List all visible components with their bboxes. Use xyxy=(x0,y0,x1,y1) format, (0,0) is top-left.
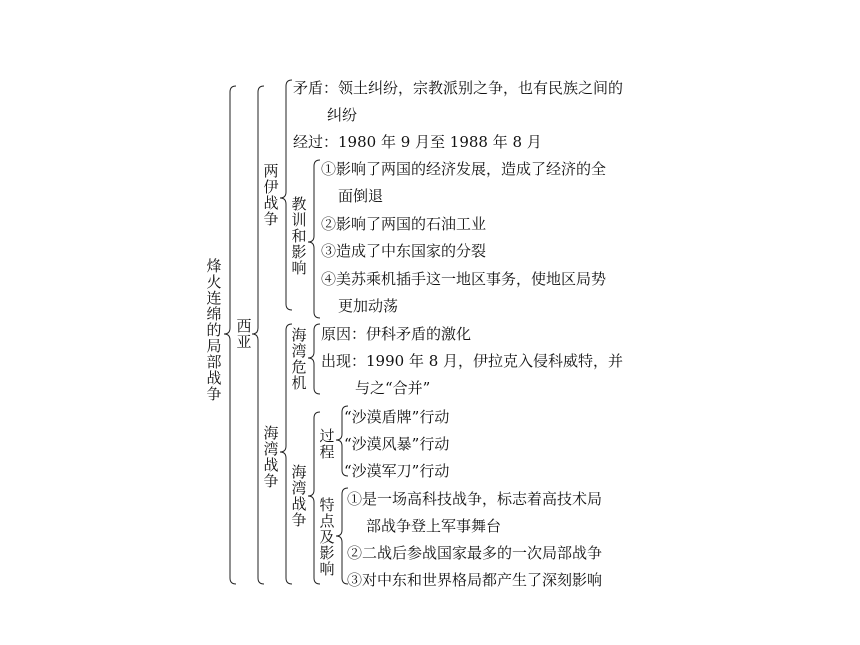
gulfwar-label: 海湾战争 xyxy=(291,463,307,529)
war2-label: 海湾战争 xyxy=(263,424,279,490)
war1-cause-line2: 纠纷 xyxy=(327,106,358,124)
war1-cause-line1: 矛盾：领土纠纷，宗教派别之争，也有民族之间的 xyxy=(293,79,624,97)
crisis-label: 海湾危机 xyxy=(291,326,307,392)
war1-course: 经过：1980 年 9 月至 1988 年 8 月 xyxy=(293,133,542,151)
brace-lessons xyxy=(308,160,320,318)
lesson-3: ③造成了中东国家的分裂 xyxy=(321,242,487,260)
war1-label: 两伊战争 xyxy=(263,162,279,228)
feature-2: ②二战后参战国家最多的一次局部战争 xyxy=(347,544,603,562)
root-label: 烽火连绵的局部战争 xyxy=(206,257,222,403)
lesson-1a: ①影响了两国的经济发展，造成了经济的全 xyxy=(321,160,607,178)
crisis-cause: 原因：伊科矛盾的激化 xyxy=(321,325,472,343)
feature-3: ③对中东和世界格局都产生了深刻影响 xyxy=(347,571,603,589)
brace-crisis xyxy=(308,324,320,394)
brace-region xyxy=(252,86,264,584)
lessons-label: 教训和影响 xyxy=(291,195,307,277)
process-2: “沙漠风暴”行动 xyxy=(344,435,450,453)
process-1: “沙漠盾牌”行动 xyxy=(344,408,450,426)
lesson-1b: 面倒退 xyxy=(338,187,384,205)
feature-1a: ①是一场高科技战争，标志着高技术局 xyxy=(347,490,603,508)
lesson-2: ②影响了两国的石油工业 xyxy=(321,215,487,233)
crisis-event-line2: 与之“合并” xyxy=(355,379,431,397)
feature-1b: 部战争登上军事舞台 xyxy=(366,517,502,535)
region-label: 西亚 xyxy=(236,317,252,351)
process-label: 过程 xyxy=(319,427,335,461)
process-3: “沙漠军刀”行动 xyxy=(344,462,450,480)
features-label: 特点及影响 xyxy=(319,496,335,578)
crisis-event-line1: 出现：1990 年 8 月，伊拉克入侵科威特，并 xyxy=(321,352,624,370)
lesson-4a: ④美苏乘机插手这一地区事务，使地区局势 xyxy=(321,270,607,288)
lesson-4b: 更加动荡 xyxy=(338,297,399,315)
